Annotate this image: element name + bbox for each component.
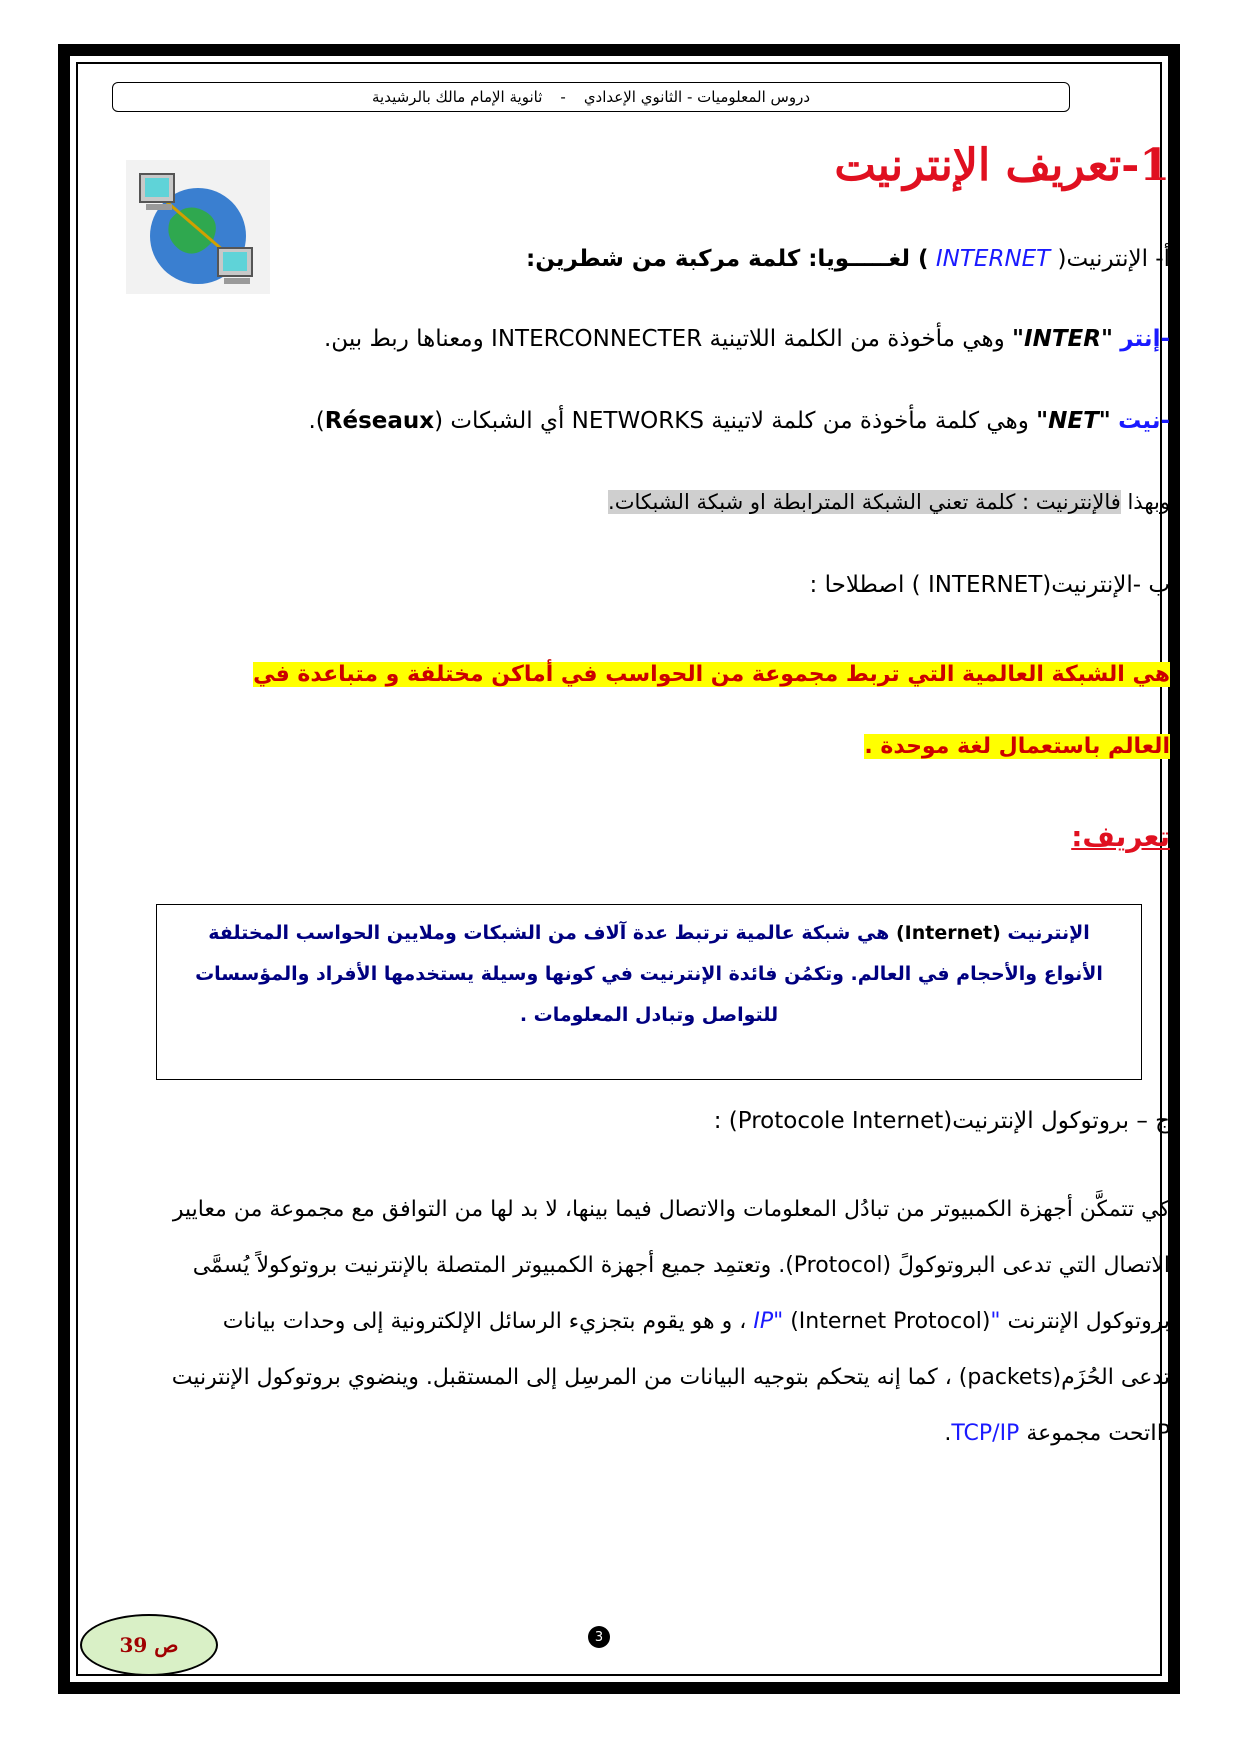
paragraph-line-1: كي تتمكَّن أجهزة الكمبيوتر من تبادُل المعلومات والاتصال فيما بينها، لا بد لها من التوافق مع مجموعة من معايير: [172, 1197, 1170, 1222]
definition-start: الإنترنيت: [1000, 922, 1090, 944]
paragraph-line-5: [78, 1406, 1170, 1462]
inter-line: [324, 326, 1170, 352]
paragraph-tcpip: TCP/IP: [951, 1421, 1020, 1446]
paragraph-line-5-b: .: [944, 1421, 952, 1446]
net-label: -نيت: [1118, 408, 1170, 434]
paragraph-line-5-a: IPتحت مجموعة: [1019, 1421, 1170, 1446]
header-separator: -: [560, 88, 566, 106]
summary-line: [608, 490, 1170, 514]
yellow-text-1: هي الشبكة العالمية التي تربط مجموعة من الحواسب في أماكن مختلفة و متباعدة في: [253, 662, 1170, 687]
definition-box: [156, 904, 1142, 1080]
header-school: ثانوية الإمام مالك بالرشيدية: [371, 88, 543, 106]
paragraph-line-2: الاتصال التي تدعى البروتوكولً (Protocol). وتعتمِد جميع أجهزة الكمبيوتر المتصلة بالإنترنيت بروتوكولاً يُسمَّى: [192, 1253, 1170, 1278]
section-a-line: [526, 246, 1170, 272]
inter-text: وهي مأخوذة من الكلمة اللاتينية INTERCONNECTER ومعناها ربط بين.: [324, 326, 1013, 352]
summary-prefix: وبهذا: [1120, 490, 1170, 514]
net-text-after: ).: [308, 408, 325, 434]
net-text-before: وهي كلمة مأخوذة من كلمة لاتينية NETWORKS أي الشبكات (: [434, 408, 1037, 434]
net-word-reseaux: Réseaux: [324, 408, 435, 434]
network-globe-icon: [126, 160, 270, 294]
definition-rest: هي شبكة عالمية ترتبط عدة آلاف من الشبكات وملايين الحواسب المختلفة: [208, 922, 896, 944]
protocol-paragraph: [78, 1182, 1170, 1462]
section-a-term: INTERNET: [928, 246, 1058, 272]
yellow-definition-1: [253, 662, 1170, 687]
yellow-definition-2: [864, 734, 1170, 759]
definition-line-1: [175, 913, 1123, 954]
page-number-badge: [80, 1614, 218, 1676]
net-line: [308, 408, 1170, 434]
inter-word: "INTER": [1012, 326, 1113, 352]
paragraph-ip: "IP": [753, 1309, 1001, 1334]
definition-line-2: الأنواع والأحجام في العالم. وتكمُن فائدة الإنترنيت في كونها وسيلة يستخدمها الأفراد والمؤسسات: [195, 963, 1103, 985]
page-title: 1-تعريف الإنترنيت: [834, 140, 1170, 191]
section-c-heading: ج – بروتوكول الإنترنيت(Protocole Internet) :: [713, 1108, 1170, 1134]
definition-term: (Internet): [895, 922, 1001, 944]
definition-line-3: للتواصل وتبادل المعلومات .: [519, 1004, 779, 1026]
paragraph-line-3: [78, 1294, 1170, 1350]
net-word: "NET": [1036, 408, 1111, 434]
summary-highlight: فالإنترنيت : كلمة تعني الشبكة المترابطة او شبكة الشبكات.: [608, 490, 1121, 514]
page-header: [112, 82, 1070, 112]
page-dot-number: 3: [594, 1629, 604, 1645]
section-a-prefix: أ- الإنترنيت(: [1057, 246, 1170, 272]
paragraph-line-3-a: بروتوكول الإنترنت: [1000, 1309, 1170, 1334]
paragraph-line-4: تدعى الحُزَم(packets) ، كما إنه يتحكم بتوجيه البيانات من المرسِل إلى المستقبل. وينضوي بروتوكول الإنترنيت: [171, 1365, 1170, 1390]
page-dot-marker: [588, 1626, 610, 1648]
paragraph-line-3-b: (Internet Protocol) ، و هو يقوم بتجزيء الرسائل الإلكترونية إلى وحدات بيانات: [222, 1309, 991, 1334]
yellow-text-2: العالم باستعمال لغة موحدة .: [864, 734, 1170, 759]
inter-label: -إنتر: [1120, 326, 1170, 352]
section-b-heading: ب -الإنترنيت(INTERNET ) اصطلاحا :: [809, 572, 1170, 598]
section-a-text: ) لغـــــويا: كلمة مركبة من شطرين:: [526, 246, 929, 272]
header-course: دروس المعلوميات - الثانوي الإعدادي: [583, 88, 811, 106]
page-number: ص 39: [119, 1633, 179, 1657]
definition-heading: تعريف:: [1071, 820, 1170, 853]
